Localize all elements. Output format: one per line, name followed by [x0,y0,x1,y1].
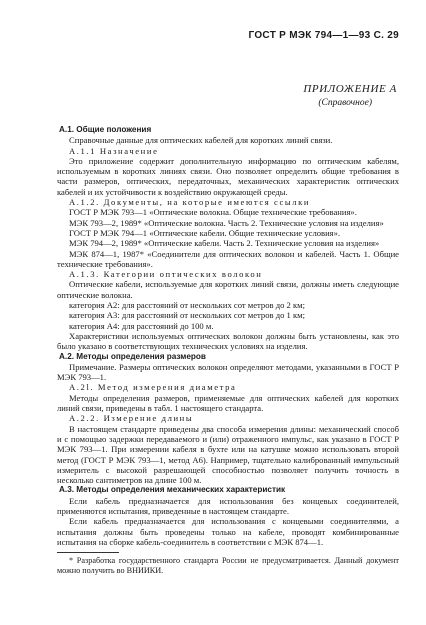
footnote-divider [57,552,119,553]
subsection-heading-a2-1: A.2l. Метод измерения диаметра [69,382,237,393]
reference-item: МЭК 794—2, 1989* «Оптические кабели. Часть 2. Технические условия на изделия» [69,238,380,249]
paragraph-a3-1: Если кабель предназначается для использования без концевых соединителей, применяются испытания, приведенные в настоящем стандарте. [57,495,399,516]
category-item: категория A4: для расстояний до 100 м. [69,320,214,331]
section-heading-a3: A.3. Методы определения механических характеристик [59,485,286,495]
paragraph-a1-intro: Справочные данные для оптических кабелей для коротких линий связи. [69,135,333,146]
running-header: ГОСТ Р МЭК 794—1—93 С. 29 [248,30,399,41]
category-item: категория A3: для расстояний от нескольких сот метров до 1 км; [69,310,305,321]
paragraph-a1-3: Оптические кабели, используемые для коротких линий связи, должны иметь следующие оптические волокна. [57,279,399,300]
paragraph-a2-1: Методы определения размеров, применяемые для оптических кабелей для коротких линий связи, приведены в табл. 1 настоящего стандарта. [57,392,399,414]
reference-item: ГОСТ Р МЭК 793—1 «Оптические волокна. Общие технические требования». [69,207,357,218]
subsection-heading-a1-2: A.1.2. Документы, на которые имеются ссылки [69,197,311,208]
section-heading-a2: A.2. Методы определения размеров [59,351,206,361]
paragraph-a3-2: Если кабель предназначается для использования с концевыми соединителями, а испытания должны быть проведены только на кабеле, проводят комбинированные испытания на сборке кабель-соединитель в соответствии с МЭК 874—1. [57,516,399,547]
paragraph-a2-2: В настоящем стандарте приведены два способа измерения длины: механический способ и с помощью задержки передаваемого и (или) отраженного импульс, как указано в ГОСТ Р МЭК 793—1. При измерении кабеля в бухте или на катушке можно использовать второй метод (ГОСТ Р МЭК 793—1, метод А6). Например, тщательно калиброванный импульсный измеритель с высокой разрешающей способностью позволяет получить точность в несколько сантиметров на длине 100 м. [57,423,399,486]
appendix-title: ПРИЛОЖЕНИЕ А [303,83,397,95]
category-item: категория A2: для расстояний от нескольких сот метров до 2 км; [69,300,305,311]
subsection-heading-a1-1: A.1.1 Назначение [69,145,159,156]
appendix-subtitle: (Справочное) [318,98,372,108]
paragraph-a1-3-characteristics: Характеристики используемых оптических волокон должны быть установлены, как это было указано в соответствующих технических условиях на изделия. [57,330,399,352]
subsection-heading-a1-3: A.1.3. Категории оптических волокон [69,269,263,280]
footnote: * Разработка государственного стандарта России не предусматривается. Данный документ можно получить во ВНИИКИ. [57,556,399,576]
section-heading-a1: A.1. Общие положения [59,125,152,134]
paragraph-a1-1: Это приложение содержит дополнительную информацию по оптическим кабелям, используемым в коротких линиях связи. Оно позволяет определить общие требования в части размеров, оптических, передаточных, механических характеристик оптических кабелей и их устойчивости к воздействию окружающей среды. [57,155,399,197]
document-body [57,125,399,576]
subsection-heading-a2-2: A.2.2. Измерение длины [69,413,194,424]
reference-item: МЭК 793—2, 1989* «Оптические волокна. Часть 2. Технические условия на изделия» [69,217,384,228]
note-a2: Примечание. Размеры оптических волокон определяют методами, указанными в ГОСТ Р МЭК 793—1. [57,361,399,383]
reference-item: ГОСТ Р МЭК 794—1 «Оптические кабели. Общие технические условия». [69,227,341,238]
reference-item: МЭК 874—1, 1987* «Соединители для оптических волокон и кабелей. Часть 1. Общие технические требования». [57,248,399,269]
